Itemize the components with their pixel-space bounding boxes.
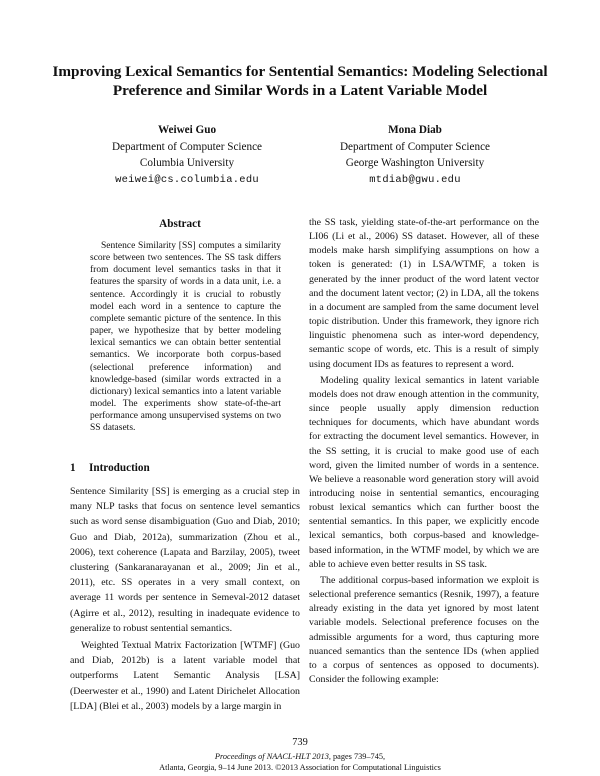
right-paragraph-2: Modeling quality lexical semantics in latent variable models does not draw enough attention in the community, since people usually apply dimension reduction techniques for documents, which have abundant words for extracting the document level semantics. However, in the SS setting, it is crucial to make good use of each word, given the limited number of words in a sentence. We believe a reasonable word generation story will avoid introducing noise in sentential semantics, encouraging robust lexical semantics which can further boost the sentential semantics. In this paper, we explicitly encode lexical semantics, both corpus-based and knowledge-based information, in the WTMF model, by which we are able to achieve even better results in SS task. [309,374,539,570]
author-block-diab [300,122,530,188]
abstract-heading: Abstract [159,218,201,230]
author-department: Department of Computer Science [339,140,491,153]
author-name: Weiwei Guo [157,124,217,136]
author-block-guo [72,122,302,188]
section-title: Introduction [89,462,150,474]
right-paragraph-1: the SS task, yielding state-of-the-art performance on the LI06 (Li et al., 2006) SS dataset. However, all of these models make harsh simplifying assumptions on how a token is generated: (1) in LSA/WTMF, a token is generated by the inner product of the word latent vector and the document latent vector; (2) in LDA, all the tokens in a document are sampled from the same document level topic distribution. Under this framework, they ignore rich linguistic phenomena such as inter-word dependency, semantic scope of words, etc. This is a result of simply using document IDs as features to represent a word. [309,217,539,370]
intro-paragraph-2: Weighted Textual Matrix Factorization [WTMF] (Guo and Diab, 2012b) is a latent variable model that outperforms Latent Semantic Analysis [LSA] (Deerwester et al., 1990) and Latent Dirichelet Allocation [LDA] (Blei et al., 2003) models by a large margin in [70,640,300,712]
right-column-body [309,216,539,687]
footer-venue: Proceedings of NAACL-HLT 2013 [214,752,329,761]
footer-pages: , pages 739–745, [328,752,386,761]
paper-title [40,62,560,100]
footer-line-2: Atlanta, Georgia, 9–14 June 2013. ©2013 Association for Computational Linguistics [159,762,441,772]
abstract-text: Sentence Similarity [SS] computes a similarity score between two sentences. The SS task differs from document level semantics tasks in that it features the sparsity of words in a data unit, i.e. a sentence. Accordingly it is crucial to robustly model each word in a sentence to capture the complete semantic picture of the sentence. In this paper, we hypothesize that by better modeling lexical semantics we can obtain better sentential semantics. We incorporate both corpus-based (selectional preference information) and knowledge-based (similar words extracted in a dictionary) lexical semantics into a latent variable model. The experiments show state-of-the-art performance among unsupervised systems on two SS datasets. [90,241,281,434]
left-column-body [70,484,300,714]
section-number: 1 [70,462,76,474]
author-institution: George Washington University [345,157,485,169]
title-line-1: Improving Lexical Semantics for Sentential Semantics: Modeling Selectional [52,63,548,80]
author-email: mtdiab@gwu.edu [369,173,461,186]
author-institution: Columbia University [139,157,235,169]
section-heading-introduction [70,462,300,474]
page-footer [0,752,600,773]
intro-paragraph-1: Sentence Similarity [SS] is emerging as a crucial step in many NLP tasks that focus on sentence level semantics such as word sense disambiguation (Guo and Diab, 2010; Guo and Diab, 2012a), summarization (Zhou et al., 2006), text coherence (Lapata and Barzilay, 2005), tweet clustering (Sankaranarayanan et al., 2009; Jin et al., 2011), etc. SS operates in a very small context, on average 11 words per sentence in Semeval-2012 dataset (Agirre et al., 2012), resulting in inadequate evidence to generalize to robust sentential semantics. [70,486,300,634]
author-name: Mona Diab [388,124,442,136]
footer-line-1 [0,752,600,763]
page-number: 739 [292,737,308,748]
right-paragraph-3: The additional corpus-based information we exploit is selectional preference semantics (Resnik, 1997), a feature already existing in the data yet ignored by most latent variable models. Selectional preference focuses on the admissible arguments for a word, thus capturing more nuanced semantics than the sentence IDs (when applied to a corpus of sentences as opposed to documents). Consider the following example: [309,574,539,685]
author-email: weiwei@cs.columbia.edu [115,173,259,186]
author-department: Department of Computer Science [111,140,263,153]
title-line-2: Preference and Similar Words in a Latent Variable Model [112,82,488,99]
